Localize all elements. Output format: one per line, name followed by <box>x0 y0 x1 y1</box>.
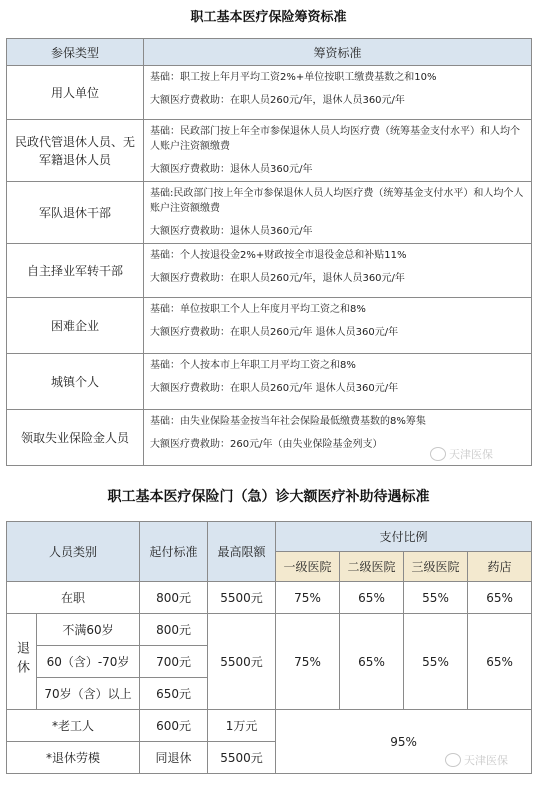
table-row <box>7 66 532 120</box>
basic-standard-text: 基础：单位按职工个人上年度月平均工资之和8% <box>150 304 366 315</box>
retired-ratio-pharmacy: 65% <box>468 614 532 710</box>
in-service-ratio-1: 75% <box>276 582 340 614</box>
retired-group-threshold: 650元 <box>140 678 208 710</box>
header-threshold: 起付标准 <box>140 522 208 582</box>
major-medical-aid-text: 大额医疗费救助：在职人员260元/年，退休人员360元/年 <box>150 95 405 106</box>
major-medical-aid-text: 大额医疗费救助：在职人员260元/年，退休人员360元/年 <box>150 273 405 284</box>
table-row <box>7 244 532 298</box>
in-service-ratio-2: 65% <box>340 582 404 614</box>
special-ratio: 95% <box>276 710 532 774</box>
insured-type-cell: 城镇个人 <box>7 354 144 410</box>
header-category: 人员类别 <box>7 522 140 582</box>
elderly-threshold: 600元 <box>140 710 208 742</box>
retired-ratio-3: 55% <box>404 614 468 710</box>
in-service-max: 5500元 <box>208 582 276 614</box>
header-max: 最高限额 <box>208 522 276 582</box>
table-header-row <box>7 39 532 66</box>
basic-standard-text: 基础：个人按退役金2%+财政按全市退役金总和补贴11% <box>150 250 407 261</box>
in-service-ratio-pharmacy: 65% <box>468 582 532 614</box>
insured-type-cell: 自主择业军转干部 <box>7 244 144 298</box>
funding-standard-cell <box>144 182 532 244</box>
retired-group-label: 60（含）-70岁 <box>37 646 140 678</box>
insured-type-cell: 用人单位 <box>7 66 144 120</box>
table-row <box>7 120 532 182</box>
basic-standard-text: 基础：个人按本市上年职工月平均工资之和8% <box>150 360 356 371</box>
table1-title: 职工基本医疗保险筹资标准 <box>190 10 347 25</box>
insured-type-cell: 军队退休干部 <box>7 182 144 244</box>
funding-standard-cell <box>144 120 532 182</box>
retired-group-threshold: 800元 <box>140 614 208 646</box>
basic-standard-text: 基础：职工按上年月平均工资2%+单位按职工缴费基数之和10% <box>150 72 437 83</box>
in-service-threshold: 800元 <box>140 582 208 614</box>
model-max: 5500元 <box>208 742 276 774</box>
in-service-ratio-3: 55% <box>404 582 468 614</box>
funding-standard-cell <box>144 354 532 410</box>
funding-standard-cell <box>144 244 532 298</box>
retired-group-label: 70岁（含）以上 <box>37 678 140 710</box>
column-header-type: 参保类型 <box>7 39 144 66</box>
model-label: *退休劳模 <box>7 742 140 774</box>
basic-standard-text: 基础：由失业保险基金按当年社会保险最低缴费基数的8%筹集 <box>150 416 426 427</box>
column-header-standard: 筹资标准 <box>144 39 532 66</box>
basic-standard-text: 基础:民政部门按上年全市参保退休人员人均医疗费（统筹基金支付水平）和人均个人账户注资额缴费 <box>150 188 524 214</box>
retired-label: 退休 <box>7 614 37 710</box>
retired-ratio-2: 65% <box>340 614 404 710</box>
in-service-label: 在职 <box>7 582 140 614</box>
retired-max: 5500元 <box>208 614 276 710</box>
watermark: 天津医保 <box>430 446 493 462</box>
retired-group-threshold: 700元 <box>140 646 208 678</box>
wechat-icon <box>445 753 461 767</box>
insured-type-cell: 民政代管退休人员、无军籍退休人员 <box>7 120 144 182</box>
basic-standard-text: 基础：民政部门按上年全市参保退休人员人均医疗费（统筹基金支付水平）和人均个人账户注资额缴费 <box>150 126 520 152</box>
elderly-max: 1万元 <box>208 710 276 742</box>
major-medical-aid-text: 大额医疗费救助：在职人员260元/年 退休人员360元/年 <box>150 383 399 394</box>
table-row <box>7 582 532 614</box>
funding-standard-cell <box>144 298 532 354</box>
elderly-label: *老工人 <box>7 710 140 742</box>
header-ratio: 支付比例 <box>276 522 532 552</box>
insured-type-cell: 领取失业保险金人员 <box>7 410 144 466</box>
model-threshold: 同退休 <box>140 742 208 774</box>
major-medical-aid-text: 大额医疗费救助：退休人员360元/年 <box>150 164 313 175</box>
outpatient-benefit-table <box>6 521 532 774</box>
retired-group-label: 不满60岁 <box>37 614 140 646</box>
insured-type-cell: 困难企业 <box>7 298 144 354</box>
header-level-3: 三级医院 <box>404 552 468 582</box>
major-medical-aid-text: 大额医疗费救助：260元/年（由失业保险基金列支） <box>150 439 383 450</box>
table-row <box>7 298 532 354</box>
table-row <box>7 182 532 244</box>
table-row <box>7 354 532 410</box>
major-medical-aid-text: 大额医疗费救助：退休人员360元/年 <box>150 226 313 237</box>
funding-standards-table <box>6 38 532 466</box>
retired-ratio-1: 75% <box>276 614 340 710</box>
table2-title: 职工基本医疗保险门（急）诊大额医疗补助待遇标准 <box>107 489 430 505</box>
major-medical-aid-text: 大额医疗费救助：在职人员260元/年 退休人员360元/年 <box>150 327 399 338</box>
header-level-2: 二级医院 <box>340 552 404 582</box>
table-row <box>7 614 532 646</box>
wechat-icon <box>430 447 446 461</box>
funding-standard-cell <box>144 66 532 120</box>
table-row <box>7 710 532 742</box>
watermark: 天津医保 <box>445 752 508 768</box>
header-pharmacy: 药店 <box>468 552 532 582</box>
header-level-1: 一级医院 <box>276 552 340 582</box>
